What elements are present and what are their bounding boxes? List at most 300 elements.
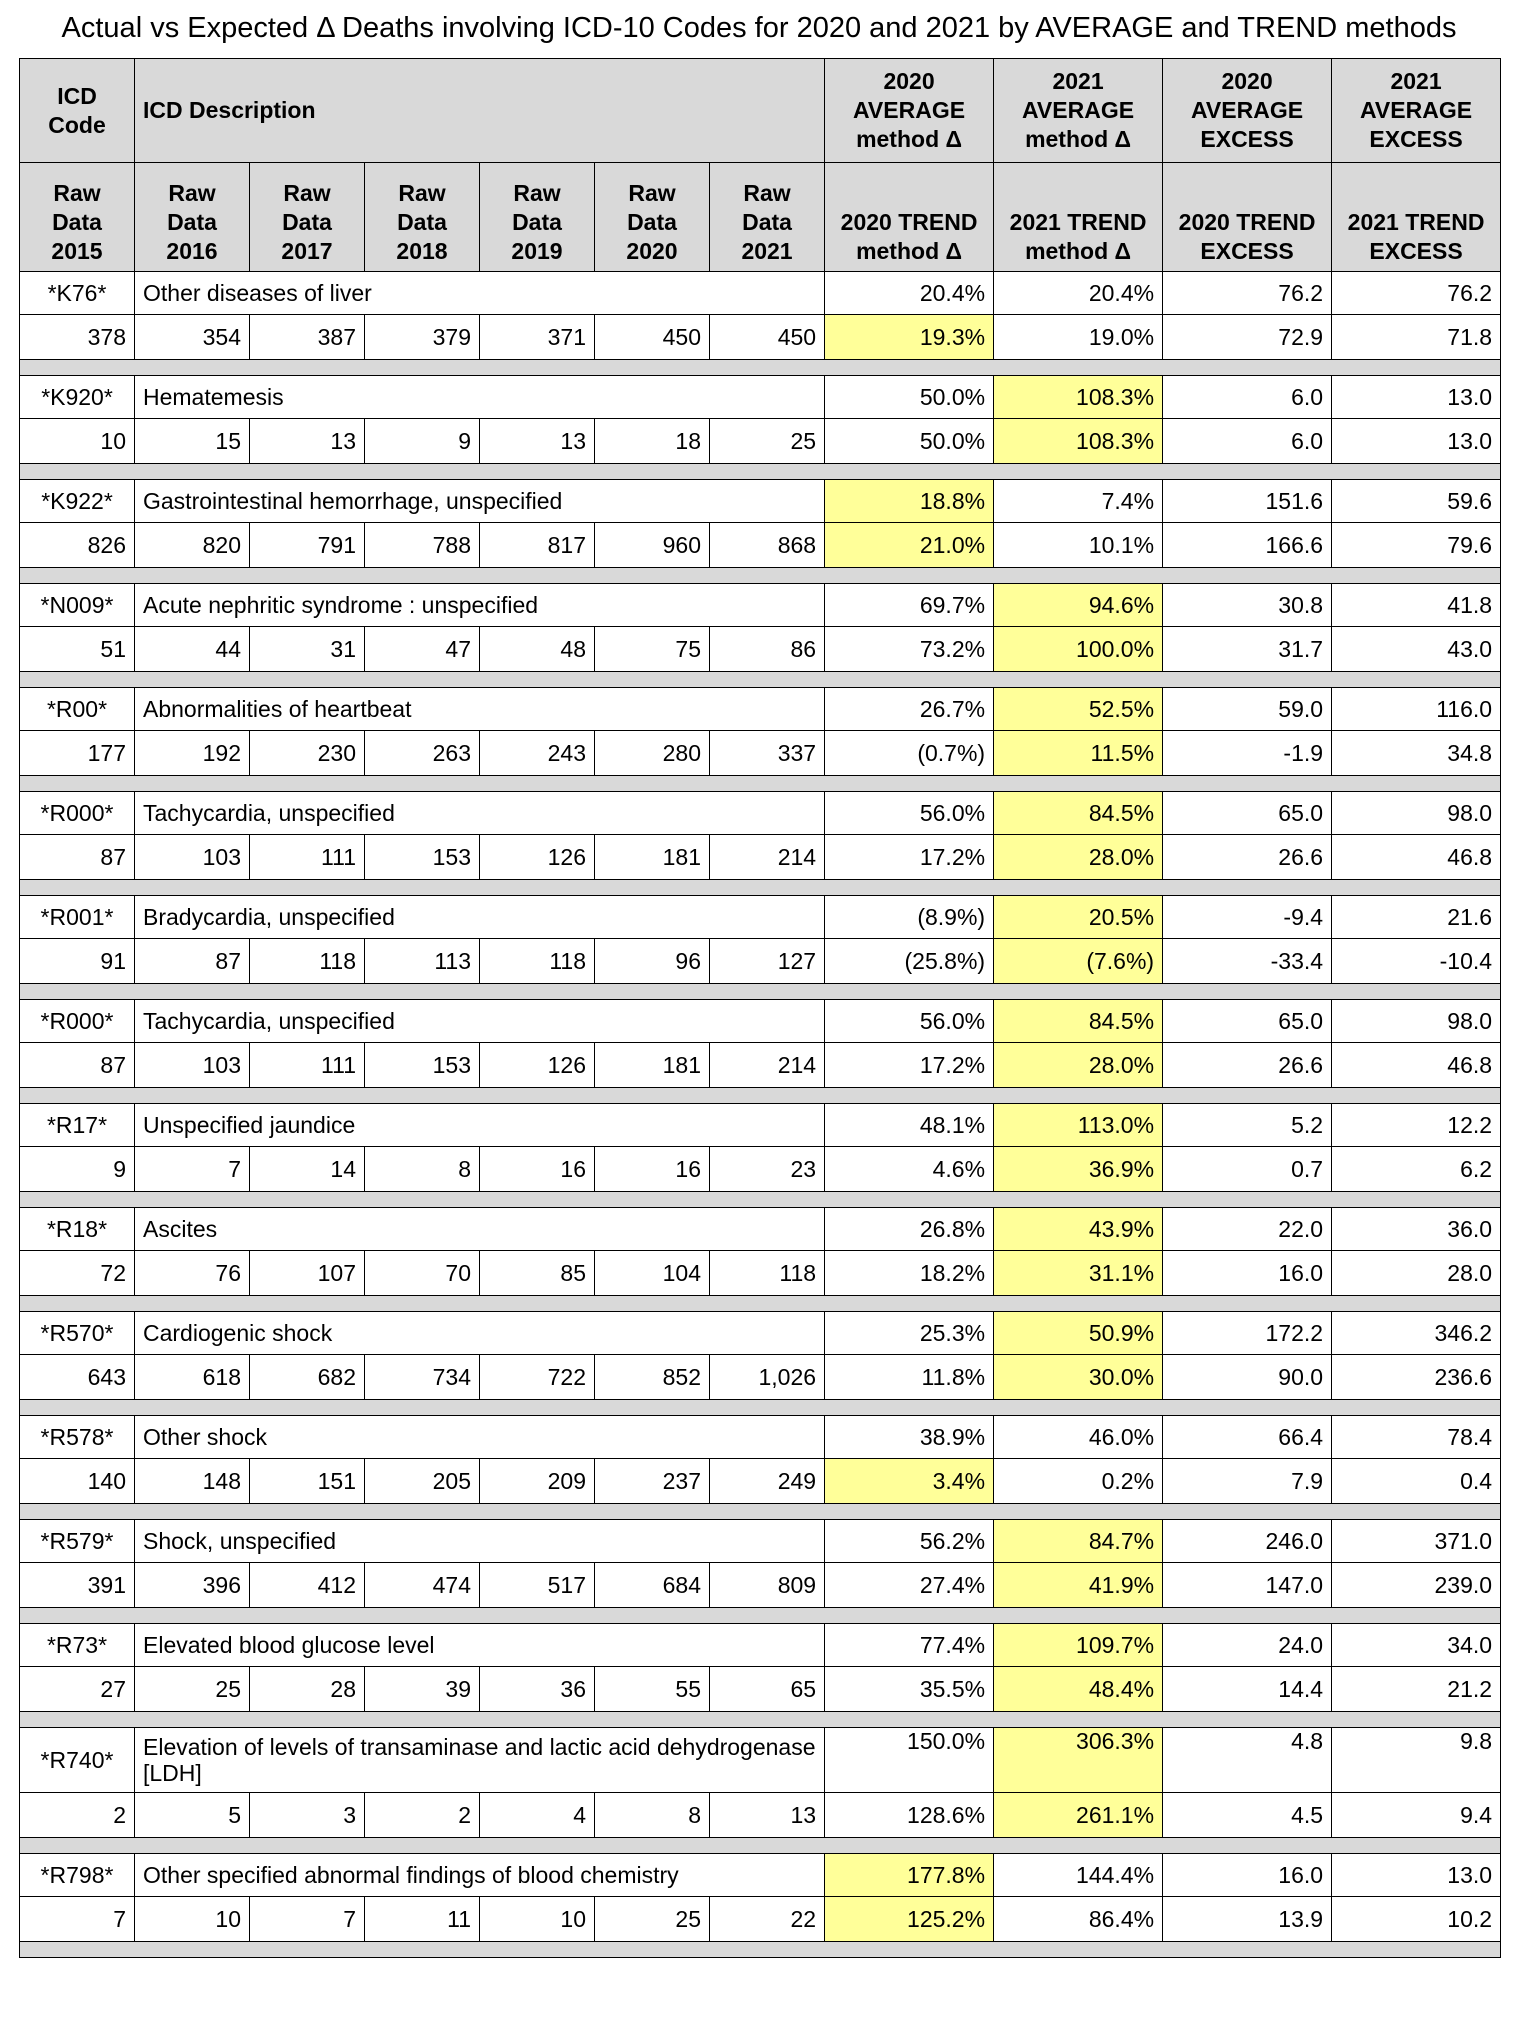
icd-description-cell: Hematemesis (135, 376, 825, 419)
raw-2019-cell: 13 (480, 419, 595, 464)
raw-2021-cell: 118 (710, 1251, 825, 1296)
avg-2020-excess-cell: 76.2 (1163, 272, 1332, 315)
raw-2018-cell: 153 (365, 1043, 480, 1088)
row-separator (20, 360, 1501, 376)
avg-2020-delta-cell: 25.3% (825, 1312, 994, 1355)
avg-2021-excess-cell: 34.0 (1332, 1624, 1501, 1667)
icd-code-cell: *K76* (20, 272, 135, 315)
raw-2018-cell: 70 (365, 1251, 480, 1296)
avg-2020-delta-cell: 56.0% (825, 792, 994, 835)
table-row (20, 1563, 1501, 1608)
raw-2018-cell: 113 (365, 939, 480, 984)
trend-2021-delta-cell: (7.6%) (994, 939, 1163, 984)
avg-2021-excess-cell: 371.0 (1332, 1520, 1501, 1563)
row-separator (20, 880, 1501, 896)
icd-code-cell: *N009* (20, 584, 135, 627)
table-row (20, 1793, 1501, 1838)
raw-2016-cell: 103 (135, 1043, 250, 1088)
raw-2021-cell: 214 (710, 835, 825, 880)
avg-2021-excess-cell: 98.0 (1332, 1000, 1501, 1043)
trend-2020-excess-cell: 16.0 (1163, 1251, 1332, 1296)
icd-code-cell: *R17* (20, 1104, 135, 1147)
raw-2021-cell: 22 (710, 1897, 825, 1942)
raw-2018-cell: 153 (365, 835, 480, 880)
avg-2021-delta-cell: 50.9% (994, 1312, 1163, 1355)
table-row (20, 584, 1501, 627)
trend-2021-excess-cell: 71.8 (1332, 315, 1501, 360)
raw-2020-cell: 55 (595, 1667, 710, 1712)
avg-2020-delta-cell: 56.2% (825, 1520, 994, 1563)
raw-2021-cell: 214 (710, 1043, 825, 1088)
raw-2017-cell: 111 (250, 1043, 365, 1088)
avg-2020-excess-cell: 22.0 (1163, 1208, 1332, 1251)
header-2021-trend-excess: 2021 TREND EXCESS (1332, 163, 1501, 272)
table-row (20, 1043, 1501, 1088)
icd-code-cell: *R740* (20, 1728, 135, 1793)
raw-2020-cell: 16 (595, 1147, 710, 1192)
row-separator (20, 568, 1501, 584)
separator-cell (20, 1608, 1501, 1624)
header-2020-trend-delta: 2020 TREND method Δ (825, 163, 994, 272)
avg-2020-delta-cell: 177.8% (825, 1854, 994, 1897)
trend-2020-excess-cell: 26.6 (1163, 1043, 1332, 1088)
avg-2020-delta-cell: 18.8% (825, 480, 994, 523)
table-row (20, 315, 1501, 360)
table-row (20, 1208, 1501, 1251)
raw-2019-cell: 722 (480, 1355, 595, 1400)
raw-2019-cell: 4 (480, 1793, 595, 1838)
avg-2021-delta-cell: 20.4% (994, 272, 1163, 315)
raw-2016-cell: 148 (135, 1459, 250, 1504)
trend-2020-excess-cell: 13.9 (1163, 1897, 1332, 1942)
row-separator (20, 672, 1501, 688)
raw-2018-cell: 788 (365, 523, 480, 568)
table-row (20, 1728, 1501, 1793)
row-separator (20, 1192, 1501, 1208)
raw-2020-cell: 8 (595, 1793, 710, 1838)
trend-2020-delta-cell: 3.4% (825, 1459, 994, 1504)
table-row (20, 1459, 1501, 1504)
trend-2020-delta-cell: 21.0% (825, 523, 994, 568)
trend-2020-delta-cell: 11.8% (825, 1355, 994, 1400)
trend-2020-excess-cell: 166.6 (1163, 523, 1332, 568)
raw-2020-cell: 181 (595, 835, 710, 880)
separator-cell (20, 1942, 1501, 1958)
avg-2020-delta-cell: 150.0% (825, 1728, 994, 1793)
table-row (20, 1312, 1501, 1355)
icd-description-cell: Abnormalities of heartbeat (135, 688, 825, 731)
header-icd-code: ICD Code (20, 59, 135, 163)
separator-cell (20, 464, 1501, 480)
raw-2018-cell: 379 (365, 315, 480, 360)
trend-2021-excess-cell: 43.0 (1332, 627, 1501, 672)
trend-2021-delta-cell: 261.1% (994, 1793, 1163, 1838)
trend-2020-excess-cell: 6.0 (1163, 419, 1332, 464)
trend-2020-excess-cell: 14.4 (1163, 1667, 1332, 1712)
trend-2021-delta-cell: 86.4% (994, 1897, 1163, 1942)
avg-2020-delta-cell: 77.4% (825, 1624, 994, 1667)
raw-2019-cell: 817 (480, 523, 595, 568)
table-row (20, 419, 1501, 464)
trend-2021-excess-cell: 6.2 (1332, 1147, 1501, 1192)
header-2020-trend-excess: 2020 TREND EXCESS (1163, 163, 1332, 272)
avg-2021-excess-cell: 76.2 (1332, 272, 1501, 315)
icd-description-cell: Bradycardia, unspecified (135, 896, 825, 939)
raw-2015-cell: 27 (20, 1667, 135, 1712)
avg-2021-excess-cell: 36.0 (1332, 1208, 1501, 1251)
raw-2019-cell: 209 (480, 1459, 595, 1504)
row-separator (20, 1608, 1501, 1624)
raw-2015-cell: 177 (20, 731, 135, 776)
raw-2021-cell: 337 (710, 731, 825, 776)
icd-description-cell: Shock, unspecified (135, 1520, 825, 1563)
raw-2019-cell: 517 (480, 1563, 595, 1608)
trend-2021-excess-cell: 21.2 (1332, 1667, 1501, 1712)
raw-2017-cell: 111 (250, 835, 365, 880)
raw-2019-cell: 48 (480, 627, 595, 672)
table-row (20, 1355, 1501, 1400)
raw-2016-cell: 10 (135, 1897, 250, 1942)
avg-2020-excess-cell: 6.0 (1163, 376, 1332, 419)
raw-2018-cell: 39 (365, 1667, 480, 1712)
page-title: Actual vs Expected Δ Deaths involving ICD-10 Codes for 2020 and 2021 by AVERAGE and TREND methods (61, 12, 1457, 44)
raw-2017-cell: 31 (250, 627, 365, 672)
avg-2021-excess-cell: 21.6 (1332, 896, 1501, 939)
header-raw-2021: Raw Data 2021 (710, 163, 825, 272)
row-separator (20, 1942, 1501, 1958)
raw-2015-cell: 140 (20, 1459, 135, 1504)
raw-2018-cell: 734 (365, 1355, 480, 1400)
trend-2020-excess-cell: 90.0 (1163, 1355, 1332, 1400)
row-separator (20, 1838, 1501, 1854)
separator-cell (20, 568, 1501, 584)
raw-2017-cell: 151 (250, 1459, 365, 1504)
icd-description-cell: Elevation of levels of transaminase and lactic acid dehydrogenase [LDH] (135, 1728, 825, 1793)
trend-2020-delta-cell: 27.4% (825, 1563, 994, 1608)
raw-2021-cell: 65 (710, 1667, 825, 1712)
raw-2016-cell: 25 (135, 1667, 250, 1712)
raw-2016-cell: 15 (135, 419, 250, 464)
raw-2018-cell: 8 (365, 1147, 480, 1192)
icd-code-cell: *R578* (20, 1416, 135, 1459)
raw-2019-cell: 118 (480, 939, 595, 984)
avg-2020-excess-cell: 24.0 (1163, 1624, 1332, 1667)
avg-2021-excess-cell: 78.4 (1332, 1416, 1501, 1459)
table-row (20, 1416, 1501, 1459)
raw-2016-cell: 354 (135, 315, 250, 360)
icd-description-cell: Unspecified jaundice (135, 1104, 825, 1147)
icd-code-cell: *R00* (20, 688, 135, 731)
raw-2019-cell: 243 (480, 731, 595, 776)
row-separator (20, 1712, 1501, 1728)
raw-2016-cell: 192 (135, 731, 250, 776)
separator-cell (20, 1504, 1501, 1520)
icd-code-cell: *R579* (20, 1520, 135, 1563)
table-row (20, 688, 1501, 731)
header-raw-2018: Raw Data 2018 (365, 163, 480, 272)
header-2021-average-excess: 2021 AVERAGE EXCESS (1332, 59, 1501, 163)
raw-2015-cell: 72 (20, 1251, 135, 1296)
avg-2020-delta-cell: 26.8% (825, 1208, 994, 1251)
avg-2020-delta-cell: (8.9%) (825, 896, 994, 939)
row-separator (20, 1296, 1501, 1312)
raw-2016-cell: 820 (135, 523, 250, 568)
trend-2021-excess-cell: 13.0 (1332, 419, 1501, 464)
avg-2021-excess-cell: 13.0 (1332, 376, 1501, 419)
raw-2016-cell: 5 (135, 1793, 250, 1838)
avg-2021-excess-cell: 41.8 (1332, 584, 1501, 627)
separator-cell (20, 1400, 1501, 1416)
table-row (20, 1854, 1501, 1897)
icd-data-table (19, 58, 1501, 1958)
trend-2021-delta-cell: 19.0% (994, 315, 1163, 360)
raw-2015-cell: 87 (20, 835, 135, 880)
trend-2020-excess-cell: 31.7 (1163, 627, 1332, 672)
trend-2020-delta-cell: 19.3% (825, 315, 994, 360)
icd-code-cell: *K922* (20, 480, 135, 523)
table-row (20, 1251, 1501, 1296)
trend-2021-delta-cell: 10.1% (994, 523, 1163, 568)
raw-2015-cell: 2 (20, 1793, 135, 1838)
icd-code-cell: *R001* (20, 896, 135, 939)
avg-2020-excess-cell: 4.8 (1163, 1728, 1332, 1793)
separator-cell (20, 776, 1501, 792)
trend-2021-delta-cell: 36.9% (994, 1147, 1163, 1192)
table-row (20, 1667, 1501, 1712)
icd-code-cell: *R18* (20, 1208, 135, 1251)
separator-cell (20, 1088, 1501, 1104)
trend-2021-delta-cell: 100.0% (994, 627, 1163, 672)
table-row (20, 1897, 1501, 1942)
header-row-average (20, 59, 1501, 163)
table-row (20, 1147, 1501, 1192)
raw-2019-cell: 371 (480, 315, 595, 360)
raw-2016-cell: 87 (135, 939, 250, 984)
avg-2020-excess-cell: 66.4 (1163, 1416, 1332, 1459)
table-row (20, 627, 1501, 672)
raw-2021-cell: 23 (710, 1147, 825, 1192)
separator-cell (20, 1838, 1501, 1854)
table-row (20, 1624, 1501, 1667)
icd-code-cell: *R798* (20, 1854, 135, 1897)
trend-2020-delta-cell: 18.2% (825, 1251, 994, 1296)
raw-2018-cell: 474 (365, 1563, 480, 1608)
raw-2015-cell: 391 (20, 1563, 135, 1608)
trend-2020-delta-cell: 128.6% (825, 1793, 994, 1838)
avg-2020-delta-cell: 50.0% (825, 376, 994, 419)
trend-2020-delta-cell: 4.6% (825, 1147, 994, 1192)
raw-2020-cell: 104 (595, 1251, 710, 1296)
trend-2021-excess-cell: 79.6 (1332, 523, 1501, 568)
icd-description-cell: Other shock (135, 1416, 825, 1459)
avg-2020-excess-cell: 151.6 (1163, 480, 1332, 523)
trend-2021-delta-cell: 48.4% (994, 1667, 1163, 1712)
trend-2020-delta-cell: 73.2% (825, 627, 994, 672)
separator-cell (20, 1712, 1501, 1728)
raw-2016-cell: 44 (135, 627, 250, 672)
avg-2020-excess-cell: 65.0 (1163, 792, 1332, 835)
separator-cell (20, 360, 1501, 376)
raw-2017-cell: 3 (250, 1793, 365, 1838)
raw-2020-cell: 181 (595, 1043, 710, 1088)
trend-2021-delta-cell: 28.0% (994, 835, 1163, 880)
trend-2021-excess-cell: 9.4 (1332, 1793, 1501, 1838)
avg-2021-delta-cell: 84.5% (994, 792, 1163, 835)
raw-2015-cell: 51 (20, 627, 135, 672)
raw-2015-cell: 643 (20, 1355, 135, 1400)
separator-cell (20, 880, 1501, 896)
table-row (20, 480, 1501, 523)
table-row (20, 376, 1501, 419)
trend-2020-excess-cell: 147.0 (1163, 1563, 1332, 1608)
trend-2020-excess-cell: 0.7 (1163, 1147, 1332, 1192)
separator-cell (20, 1296, 1501, 1312)
raw-2017-cell: 387 (250, 315, 365, 360)
separator-cell (20, 984, 1501, 1000)
raw-2020-cell: 450 (595, 315, 710, 360)
header-2021-average-delta: 2021 AVERAGE method Δ (994, 59, 1163, 163)
avg-2021-excess-cell: 9.8 (1332, 1728, 1501, 1793)
header-2020-average-delta: 2020 AVERAGE method Δ (825, 59, 994, 163)
header-raw-2019: Raw Data 2019 (480, 163, 595, 272)
avg-2021-delta-cell: 43.9% (994, 1208, 1163, 1251)
trend-2020-excess-cell: 26.6 (1163, 835, 1332, 880)
icd-description-cell: Acute nephritic syndrome : unspecified (135, 584, 825, 627)
raw-2017-cell: 14 (250, 1147, 365, 1192)
trend-2020-delta-cell: 17.2% (825, 1043, 994, 1088)
raw-2021-cell: 249 (710, 1459, 825, 1504)
icd-description-cell: Other specified abnormal findings of blood chemistry (135, 1854, 825, 1897)
trend-2021-excess-cell: 0.4 (1332, 1459, 1501, 1504)
raw-2020-cell: 18 (595, 419, 710, 464)
table-row (20, 1520, 1501, 1563)
raw-2017-cell: 682 (250, 1355, 365, 1400)
raw-2017-cell: 412 (250, 1563, 365, 1608)
raw-2017-cell: 118 (250, 939, 365, 984)
table-row (20, 939, 1501, 984)
trend-2021-delta-cell: 11.5% (994, 731, 1163, 776)
avg-2021-delta-cell: 144.4% (994, 1854, 1163, 1897)
header-icd-description: ICD Description (135, 59, 825, 163)
trend-2021-delta-cell: 108.3% (994, 419, 1163, 464)
raw-2016-cell: 618 (135, 1355, 250, 1400)
trend-2021-delta-cell: 31.1% (994, 1251, 1163, 1296)
header-raw-2016: Raw Data 2016 (135, 163, 250, 272)
header-2021-trend-delta: 2021 TREND method Δ (994, 163, 1163, 272)
trend-2021-excess-cell: 10.2 (1332, 1897, 1501, 1942)
raw-2020-cell: 280 (595, 731, 710, 776)
raw-2017-cell: 230 (250, 731, 365, 776)
raw-2021-cell: 86 (710, 627, 825, 672)
raw-2020-cell: 684 (595, 1563, 710, 1608)
header-2020-average-excess: 2020 AVERAGE EXCESS (1163, 59, 1332, 163)
table-row (20, 731, 1501, 776)
trend-2021-excess-cell: -10.4 (1332, 939, 1501, 984)
trend-2021-excess-cell: 28.0 (1332, 1251, 1501, 1296)
trend-2021-delta-cell: 41.9% (994, 1563, 1163, 1608)
raw-2015-cell: 91 (20, 939, 135, 984)
avg-2021-delta-cell: 52.5% (994, 688, 1163, 731)
raw-2019-cell: 10 (480, 1897, 595, 1942)
header-raw-2015: Raw Data 2015 (20, 163, 135, 272)
table-body (20, 59, 1501, 1958)
trend-2021-delta-cell: 28.0% (994, 1043, 1163, 1088)
raw-2020-cell: 25 (595, 1897, 710, 1942)
table-row (20, 272, 1501, 315)
table-row (20, 523, 1501, 568)
raw-2021-cell: 13 (710, 1793, 825, 1838)
avg-2021-delta-cell: 84.7% (994, 1520, 1163, 1563)
avg-2021-delta-cell: 94.6% (994, 584, 1163, 627)
raw-2018-cell: 263 (365, 731, 480, 776)
raw-2021-cell: 25 (710, 419, 825, 464)
raw-2018-cell: 205 (365, 1459, 480, 1504)
icd-code-cell: *R570* (20, 1312, 135, 1355)
row-separator (20, 464, 1501, 480)
avg-2020-excess-cell: 172.2 (1163, 1312, 1332, 1355)
trend-2020-delta-cell: (25.8%) (825, 939, 994, 984)
icd-code-cell: *R000* (20, 1000, 135, 1043)
trend-2021-excess-cell: 46.8 (1332, 1043, 1501, 1088)
raw-2018-cell: 11 (365, 1897, 480, 1942)
raw-2020-cell: 852 (595, 1355, 710, 1400)
avg-2020-delta-cell: 26.7% (825, 688, 994, 731)
avg-2020-excess-cell: 30.8 (1163, 584, 1332, 627)
raw-2021-cell: 450 (710, 315, 825, 360)
raw-2019-cell: 36 (480, 1667, 595, 1712)
avg-2021-excess-cell: 13.0 (1332, 1854, 1501, 1897)
raw-2017-cell: 791 (250, 523, 365, 568)
raw-2020-cell: 960 (595, 523, 710, 568)
table-row (20, 896, 1501, 939)
raw-2015-cell: 826 (20, 523, 135, 568)
avg-2021-delta-cell: 109.7% (994, 1624, 1163, 1667)
icd-description-cell: Gastrointestinal hemorrhage, unspecified (135, 480, 825, 523)
icd-description-cell: Ascites (135, 1208, 825, 1251)
trend-2020-delta-cell: 35.5% (825, 1667, 994, 1712)
raw-2021-cell: 868 (710, 523, 825, 568)
row-separator (20, 984, 1501, 1000)
separator-cell (20, 672, 1501, 688)
avg-2021-delta-cell: 84.5% (994, 1000, 1163, 1043)
trend-2021-delta-cell: 0.2% (994, 1459, 1163, 1504)
icd-description-cell: Tachycardia, unspecified (135, 792, 825, 835)
raw-2019-cell: 126 (480, 1043, 595, 1088)
avg-2021-excess-cell: 346.2 (1332, 1312, 1501, 1355)
raw-2019-cell: 126 (480, 835, 595, 880)
raw-2020-cell: 75 (595, 627, 710, 672)
table-row (20, 792, 1501, 835)
avg-2021-delta-cell: 20.5% (994, 896, 1163, 939)
trend-2021-excess-cell: 46.8 (1332, 835, 1501, 880)
avg-2021-delta-cell: 46.0% (994, 1416, 1163, 1459)
raw-2018-cell: 47 (365, 627, 480, 672)
raw-2015-cell: 10 (20, 419, 135, 464)
avg-2021-excess-cell: 12.2 (1332, 1104, 1501, 1147)
avg-2021-excess-cell: 98.0 (1332, 792, 1501, 835)
avg-2021-delta-cell: 306.3% (994, 1728, 1163, 1793)
avg-2020-delta-cell: 20.4% (825, 272, 994, 315)
row-separator (20, 776, 1501, 792)
raw-2021-cell: 127 (710, 939, 825, 984)
separator-cell (20, 1192, 1501, 1208)
raw-2020-cell: 96 (595, 939, 710, 984)
trend-2020-excess-cell: -33.4 (1163, 939, 1332, 984)
table-row (20, 1104, 1501, 1147)
trend-2021-excess-cell: 239.0 (1332, 1563, 1501, 1608)
trend-2020-excess-cell: 7.9 (1163, 1459, 1332, 1504)
raw-2019-cell: 16 (480, 1147, 595, 1192)
